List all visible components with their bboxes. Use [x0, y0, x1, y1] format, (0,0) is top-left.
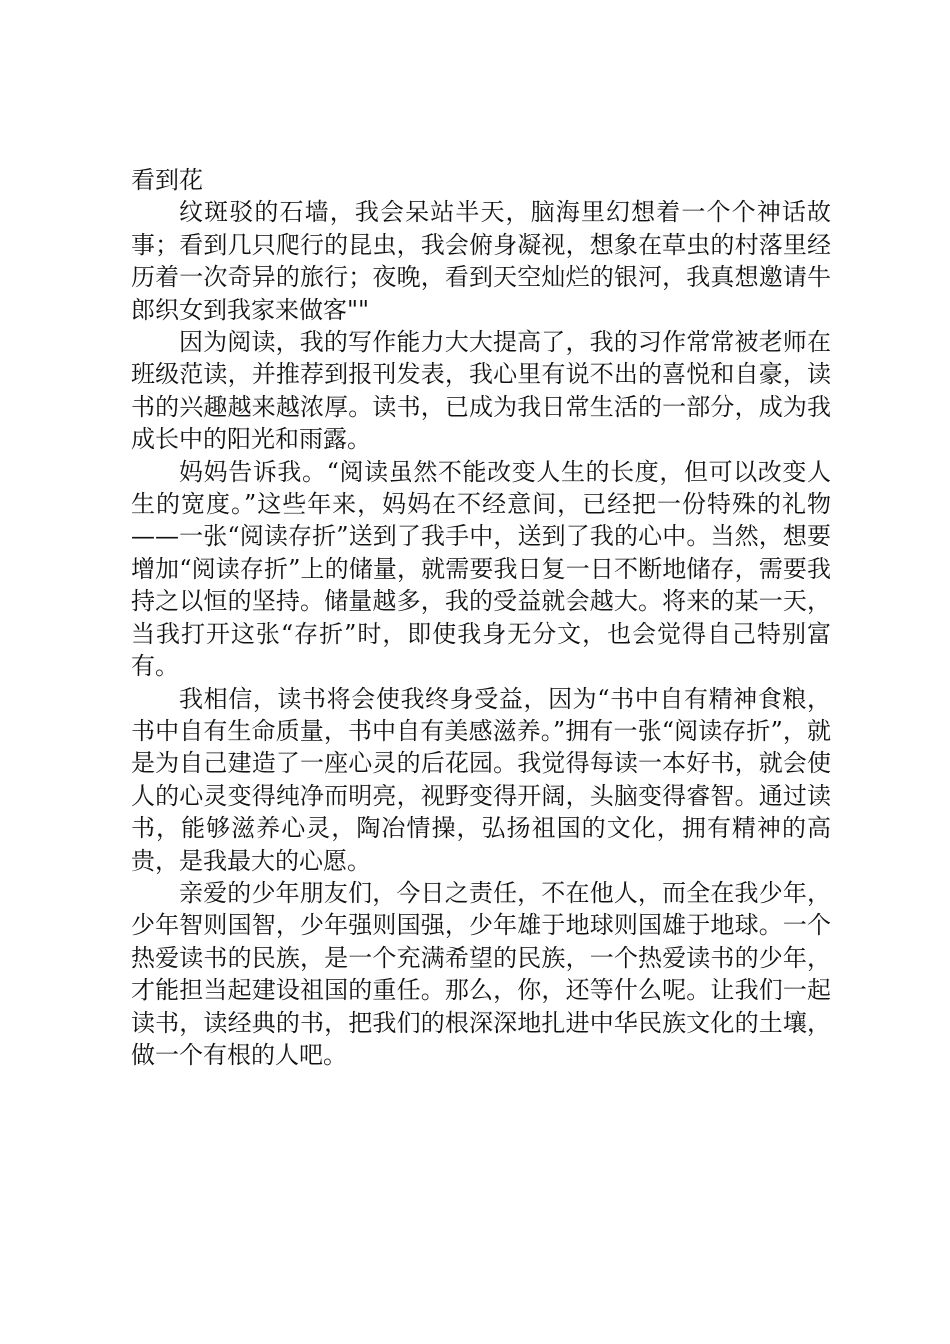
paragraph-reading-passbook: 妈妈告诉我。“阅读虽然不能改变人生的长度，但可以改变人生的宽度。”这些年来，妈妈在不经意间，已经把一份特殊的礼物——一张“阅读存折”送到了我手中，送到了我的心中。当然，想要增加“阅读存折”上的储量，就需要我日复一日不断地储存，需要我持之以恒的坚持。储量越多，我的受益就会越大。将来的某一天，当我打开这张“存折”时，即使我身无分文，也会觉得自己特别富有。 [131, 457, 831, 681]
paragraph-young-friends: 亲爱的少年朋友们，今日之责任，不在他人，而全在我少年，少年智则国智，少年强则国强，少年雄于地球则国雄于地球。一个热爱读书的民族，是一个充满希望的民族，一个热爱读书的少年，才能担当起建设祖国的重任。那么，你，还等什么呢。让我们一起读书，读经典的书，把我们的根深深地扎进中华民族文化的土壤，做一个有根的人吧。 [131, 878, 831, 1069]
document-body [131, 164, 831, 1071]
paragraph-lifelong-benefit: 我相信，读书将会使我终身受益，因为“书中自有精神食粮，书中自有生命质量，书中自有美感滋养。”拥有一张“阅读存折”，就是为自己建造了一座心灵的后花园。我觉得每读一本好书，就会使人的心灵变得纯净而明亮，视野变得开阔，头脑变得睿智。通过读书，能够滋养心灵，陶冶情操，弘扬祖国的文化，拥有精神的高贵，是我最大的心愿。 [131, 684, 831, 875]
paragraph-writing-ability: 因为阅读，我的写作能力大大提高了，我的习作常常被老师在班级范读，并推荐到报刊发表，我心里有说不出的喜悦和自豪，读书的兴趣越来越浓厚。读书，已成为我日常生活的一部分，成为我成长中的阳光和雨露。 [131, 328, 831, 454]
paragraph-continuation: 看到花 [131, 166, 203, 194]
paragraph-stone-wall: 纹斑驳的石墙，我会呆站半天，脑海里幻想着一个个神话故事；看到几只爬行的昆虫，我会俯身凝视，想象在草虫的村落里经历着一次奇异的旅行；夜晚，看到天空灿烂的银河，我真想邀请牛郎织女到我家来做客"" [131, 198, 831, 324]
